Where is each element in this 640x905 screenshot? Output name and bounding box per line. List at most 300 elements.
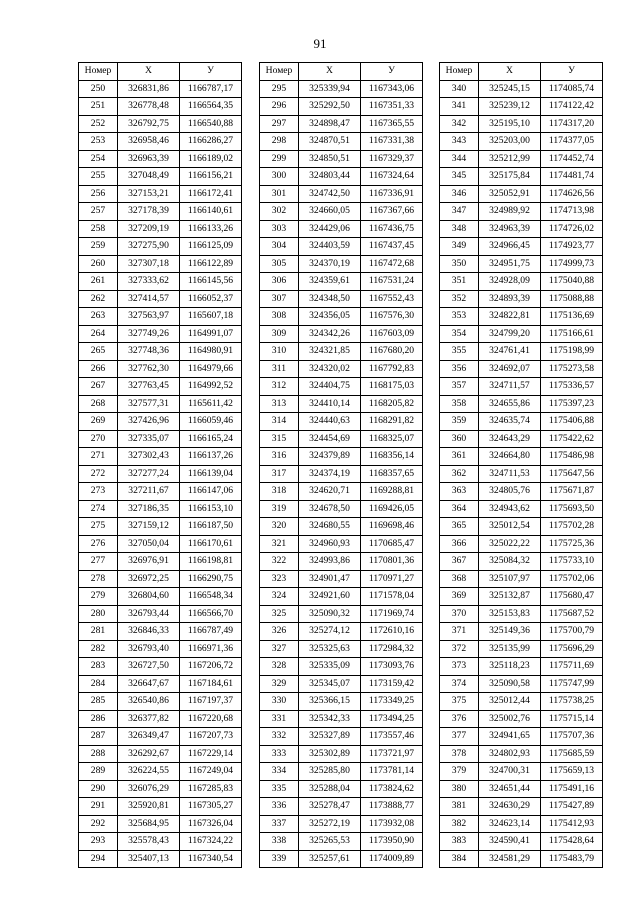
table-row <box>440 115 603 133</box>
cell-y: 1166153,10 <box>180 500 242 518</box>
cell-x: 327414,57 <box>118 290 180 308</box>
table-row <box>440 570 603 588</box>
cell-number: 333 <box>260 745 299 763</box>
table-row <box>79 255 242 273</box>
cell-number: 259 <box>79 238 118 256</box>
cell-number: 316 <box>260 448 299 466</box>
cell-x: 324989,92 <box>479 203 541 221</box>
table-row <box>440 150 603 168</box>
table-row <box>79 115 242 133</box>
cell-y: 1167326,04 <box>180 815 242 833</box>
cell-number: 326 <box>260 623 299 641</box>
cell-number: 341 <box>440 98 479 116</box>
table-row <box>79 98 242 116</box>
table-row <box>79 500 242 518</box>
cell-number: 269 <box>79 413 118 431</box>
cell-number: 335 <box>260 780 299 798</box>
table-row <box>440 80 603 98</box>
table-row <box>440 763 603 781</box>
cell-x: 327211,67 <box>118 483 180 501</box>
cell-number: 266 <box>79 360 118 378</box>
cell-number: 376 <box>440 710 479 728</box>
cell-y: 1175397,23 <box>541 395 603 413</box>
cell-number: 251 <box>79 98 118 116</box>
cell-number: 359 <box>440 413 479 431</box>
table-row <box>79 360 242 378</box>
cell-number: 371 <box>440 623 479 641</box>
cell-number: 364 <box>440 500 479 518</box>
cell-number: 301 <box>260 185 299 203</box>
cell-x: 324901,47 <box>299 570 361 588</box>
table-row <box>260 500 423 518</box>
cell-y: 1173950,90 <box>361 833 423 851</box>
table-row <box>79 185 242 203</box>
table-row <box>260 378 423 396</box>
cell-y: 1167343,06 <box>361 80 423 98</box>
cell-x: 327333,62 <box>118 273 180 291</box>
cell-y: 1171969,74 <box>361 605 423 623</box>
cell-number: 382 <box>440 815 479 833</box>
cell-y: 1175685,59 <box>541 745 603 763</box>
cell-x: 325285,80 <box>299 763 361 781</box>
cell-y: 1175336,57 <box>541 378 603 396</box>
cell-x: 325302,89 <box>299 745 361 763</box>
cell-y: 1168205,82 <box>361 395 423 413</box>
cell-number: 265 <box>79 343 118 361</box>
cell-y: 1175491,16 <box>541 780 603 798</box>
cell-number: 312 <box>260 378 299 396</box>
cell-x: 324664,80 <box>479 448 541 466</box>
cell-x: 324660,05 <box>299 203 361 221</box>
cell-x: 324893,39 <box>479 290 541 308</box>
cell-x: 326778,48 <box>118 98 180 116</box>
cell-number: 286 <box>79 710 118 728</box>
cell-x: 324590,41 <box>479 833 541 851</box>
cell-number: 363 <box>440 483 479 501</box>
table-row <box>79 675 242 693</box>
table-row <box>440 605 603 623</box>
cell-number: 321 <box>260 535 299 553</box>
table-row <box>79 623 242 641</box>
table-row <box>79 203 242 221</box>
cell-number: 256 <box>79 185 118 203</box>
cell-number: 337 <box>260 815 299 833</box>
cell-number: 268 <box>79 395 118 413</box>
cell-x: 325327,89 <box>299 728 361 746</box>
cell-y: 1174481,74 <box>541 168 603 186</box>
table-row <box>440 553 603 571</box>
cell-number: 272 <box>79 465 118 483</box>
cell-x: 325274,12 <box>299 623 361 641</box>
cell-number: 263 <box>79 308 118 326</box>
cell-x: 324655,86 <box>479 395 541 413</box>
cell-number: 287 <box>79 728 118 746</box>
cell-number: 351 <box>440 273 479 291</box>
cell-y: 1166566,70 <box>180 605 242 623</box>
cell-y: 1167197,37 <box>180 693 242 711</box>
cell-y: 1169698,46 <box>361 518 423 536</box>
cell-x: 325335,09 <box>299 658 361 676</box>
cell-x: 325002,76 <box>479 710 541 728</box>
cell-y: 1174726,02 <box>541 220 603 238</box>
table-row <box>440 780 603 798</box>
cell-number: 332 <box>260 728 299 746</box>
cell-y: 1173781,14 <box>361 763 423 781</box>
cell-y: 1172984,32 <box>361 640 423 658</box>
cell-x: 325345,07 <box>299 675 361 693</box>
cell-number: 258 <box>79 220 118 238</box>
table-row <box>440 833 603 851</box>
cell-x: 324700,31 <box>479 763 541 781</box>
table-row <box>440 815 603 833</box>
cell-x: 326793,44 <box>118 605 180 623</box>
cell-x: 324711,57 <box>479 378 541 396</box>
cell-x: 325288,04 <box>299 780 361 798</box>
cell-y: 1167184,61 <box>180 675 242 693</box>
cell-x: 324803,44 <box>299 168 361 186</box>
table-row <box>260 763 423 781</box>
cell-x: 326804,60 <box>118 588 180 606</box>
cell-y: 1175700,79 <box>541 623 603 641</box>
cell-number: 260 <box>79 255 118 273</box>
cell-x: 325366,15 <box>299 693 361 711</box>
header-number: Номер <box>79 63 118 81</box>
cell-y: 1165607,18 <box>180 308 242 326</box>
table-header-row <box>260 63 423 81</box>
cell-x: 324921,60 <box>299 588 361 606</box>
cell-x: 324581,29 <box>479 850 541 868</box>
table-row <box>79 833 242 851</box>
cell-y: 1164979,66 <box>180 360 242 378</box>
cell-number: 353 <box>440 308 479 326</box>
cell-y: 1166540,88 <box>180 115 242 133</box>
cell-x: 325090,32 <box>299 605 361 623</box>
cell-x: 324928,09 <box>479 273 541 291</box>
table-row <box>260 465 423 483</box>
cell-x: 324410,14 <box>299 395 361 413</box>
cell-y: 1167324,64 <box>361 168 423 186</box>
cell-y: 1174085,74 <box>541 80 603 98</box>
cell-x: 324680,55 <box>299 518 361 536</box>
cell-number: 303 <box>260 220 299 238</box>
cell-x: 324742,50 <box>299 185 361 203</box>
cell-y: 1174923,77 <box>541 238 603 256</box>
table-row <box>440 500 603 518</box>
cell-y: 1173824,62 <box>361 780 423 798</box>
cell-y: 1167680,20 <box>361 343 423 361</box>
table-row <box>79 588 242 606</box>
cell-x: 325292,50 <box>299 98 361 116</box>
table-row <box>440 168 603 186</box>
cell-x: 324805,76 <box>479 483 541 501</box>
table-row <box>79 483 242 501</box>
table-row <box>260 80 423 98</box>
cell-y: 1175659,13 <box>541 763 603 781</box>
cell-number: 331 <box>260 710 299 728</box>
table-row <box>440 133 603 151</box>
cell-x: 325278,47 <box>299 798 361 816</box>
cell-y: 1175671,87 <box>541 483 603 501</box>
cell-x: 327277,24 <box>118 465 180 483</box>
header-x: X <box>479 63 541 81</box>
cell-y: 1167340,54 <box>180 850 242 868</box>
table-row <box>440 745 603 763</box>
table-row <box>79 693 242 711</box>
table-row <box>79 553 242 571</box>
cell-y: 1174713,98 <box>541 203 603 221</box>
cell-y: 1166125,09 <box>180 238 242 256</box>
cell-x: 324320,02 <box>299 360 361 378</box>
table-row <box>260 413 423 431</box>
table-row <box>260 273 423 291</box>
cell-number: 334 <box>260 763 299 781</box>
cell-x: 327153,21 <box>118 185 180 203</box>
cell-y: 1167206,72 <box>180 658 242 676</box>
table-row <box>260 360 423 378</box>
cell-x: 327749,26 <box>118 325 180 343</box>
table-header-row <box>79 63 242 81</box>
cell-y: 1166971,36 <box>180 640 242 658</box>
cell-number: 255 <box>79 168 118 186</box>
table-row <box>260 168 423 186</box>
cell-number: 294 <box>79 850 118 868</box>
cell-number: 343 <box>440 133 479 151</box>
cell-y: 1169288,81 <box>361 483 423 501</box>
cell-x: 324799,20 <box>479 325 541 343</box>
header-number: Номер <box>260 63 299 81</box>
table-row <box>440 850 603 868</box>
cell-y: 1166787,17 <box>180 80 242 98</box>
cell-number: 358 <box>440 395 479 413</box>
cell-y: 1173557,46 <box>361 728 423 746</box>
cell-y: 1166290,75 <box>180 570 242 588</box>
table-row <box>440 693 603 711</box>
cell-number: 311 <box>260 360 299 378</box>
cell-x: 327275,90 <box>118 238 180 256</box>
table-row <box>260 553 423 571</box>
table-row <box>260 448 423 466</box>
table-row <box>79 343 242 361</box>
cell-x: 326958,46 <box>118 133 180 151</box>
table-row <box>260 675 423 693</box>
cell-x: 325153,83 <box>479 605 541 623</box>
table-row <box>79 710 242 728</box>
cell-y: 1168325,07 <box>361 430 423 448</box>
cell-x: 324966,45 <box>479 238 541 256</box>
table-header-row <box>440 63 603 81</box>
cell-number: 377 <box>440 728 479 746</box>
table-row <box>260 220 423 238</box>
cell-y: 1174122,42 <box>541 98 603 116</box>
cell-number: 252 <box>79 115 118 133</box>
cell-y: 1168175,03 <box>361 378 423 396</box>
cell-number: 295 <box>260 80 299 98</box>
cell-number: 346 <box>440 185 479 203</box>
cell-number: 372 <box>440 640 479 658</box>
cell-y: 1173494,25 <box>361 710 423 728</box>
cell-number: 267 <box>79 378 118 396</box>
cell-number: 282 <box>79 640 118 658</box>
cell-number: 375 <box>440 693 479 711</box>
table-row <box>440 378 603 396</box>
cell-x: 325684,95 <box>118 815 180 833</box>
coordinates-table <box>259 62 423 868</box>
cell-number: 368 <box>440 570 479 588</box>
cell-number: 290 <box>79 780 118 798</box>
cell-y: 1164980,91 <box>180 343 242 361</box>
cell-y: 1166170,61 <box>180 535 242 553</box>
cell-number: 361 <box>440 448 479 466</box>
cell-y: 1174377,05 <box>541 133 603 151</box>
cell-number: 373 <box>440 658 479 676</box>
cell-x: 326224,55 <box>118 763 180 781</box>
cell-x: 325272,19 <box>299 815 361 833</box>
table-row <box>440 483 603 501</box>
table-row <box>79 133 242 151</box>
cell-number: 322 <box>260 553 299 571</box>
header-number: Номер <box>440 63 479 81</box>
cell-number: 344 <box>440 150 479 168</box>
cell-x: 324643,29 <box>479 430 541 448</box>
table-row <box>79 465 242 483</box>
cell-x: 324802,93 <box>479 745 541 763</box>
cell-y: 1175725,36 <box>541 535 603 553</box>
cell-x: 325135,99 <box>479 640 541 658</box>
table-row <box>79 378 242 396</box>
cell-number: 329 <box>260 675 299 693</box>
cell-x: 324374,19 <box>299 465 361 483</box>
cell-y: 1175687,52 <box>541 605 603 623</box>
table-row <box>260 710 423 728</box>
cell-number: 291 <box>79 798 118 816</box>
cell-number: 300 <box>260 168 299 186</box>
cell-number: 324 <box>260 588 299 606</box>
cell-number: 317 <box>260 465 299 483</box>
table-row <box>260 780 423 798</box>
table-row <box>260 693 423 711</box>
table-row <box>260 570 423 588</box>
cell-x: 325132,87 <box>479 588 541 606</box>
cell-y: 1164992,52 <box>180 378 242 396</box>
cell-number: 319 <box>260 500 299 518</box>
cell-y: 1175428,64 <box>541 833 603 851</box>
table-row <box>440 255 603 273</box>
cell-x: 325239,12 <box>479 98 541 116</box>
cell-number: 292 <box>79 815 118 833</box>
cell-x: 326076,29 <box>118 780 180 798</box>
cell-x: 324761,41 <box>479 343 541 361</box>
table-row <box>79 780 242 798</box>
header-x: X <box>299 63 361 81</box>
cell-y: 1166548,34 <box>180 588 242 606</box>
cell-x: 325920,81 <box>118 798 180 816</box>
table-row <box>260 798 423 816</box>
cell-x: 324870,51 <box>299 133 361 151</box>
table-row <box>260 150 423 168</box>
cell-number: 283 <box>79 658 118 676</box>
cell-number: 315 <box>260 430 299 448</box>
header-y: У <box>541 63 603 81</box>
cell-number: 356 <box>440 360 479 378</box>
cell-number: 349 <box>440 238 479 256</box>
cell-number: 250 <box>79 80 118 98</box>
cell-number: 281 <box>79 623 118 641</box>
cell-y: 1168291,82 <box>361 413 423 431</box>
cell-y: 1173932,08 <box>361 815 423 833</box>
table-row <box>260 640 423 658</box>
coordinates-table <box>439 62 603 868</box>
table-row <box>440 623 603 641</box>
table-row <box>440 98 603 116</box>
table-row <box>260 115 423 133</box>
cell-number: 340 <box>440 80 479 98</box>
cell-y: 1167329,37 <box>361 150 423 168</box>
cell-x: 326540,86 <box>118 693 180 711</box>
cell-x: 327209,19 <box>118 220 180 238</box>
cell-x: 324403,59 <box>299 238 361 256</box>
cell-y: 1166198,81 <box>180 553 242 571</box>
cell-x: 324404,75 <box>299 378 361 396</box>
table-row <box>79 850 242 868</box>
cell-number: 325 <box>260 605 299 623</box>
table-row <box>79 168 242 186</box>
cell-x: 325118,23 <box>479 658 541 676</box>
table-row <box>79 535 242 553</box>
cell-y: 1166156,21 <box>180 168 242 186</box>
cell-y: 1166059,46 <box>180 413 242 431</box>
table-row <box>79 238 242 256</box>
cell-x: 325175,84 <box>479 168 541 186</box>
cell-number: 297 <box>260 115 299 133</box>
cell-number: 289 <box>79 763 118 781</box>
cell-y: 1167552,43 <box>361 290 423 308</box>
cell-number: 254 <box>79 150 118 168</box>
cell-x: 326831,86 <box>118 80 180 98</box>
cell-y: 1170801,36 <box>361 553 423 571</box>
cell-y: 1174317,20 <box>541 115 603 133</box>
cell-y: 1175088,88 <box>541 290 603 308</box>
table-row <box>440 658 603 676</box>
cell-number: 380 <box>440 780 479 798</box>
cell-x: 324960,93 <box>299 535 361 553</box>
cell-y: 1175702,28 <box>541 518 603 536</box>
cell-number: 370 <box>440 605 479 623</box>
cell-number: 355 <box>440 343 479 361</box>
cell-x: 324623,14 <box>479 815 541 833</box>
table-row <box>440 518 603 536</box>
cell-number: 369 <box>440 588 479 606</box>
cell-y: 1175647,56 <box>541 465 603 483</box>
cell-x: 326976,91 <box>118 553 180 571</box>
cell-y: 1167351,33 <box>361 98 423 116</box>
table-row <box>79 448 242 466</box>
table-row <box>79 815 242 833</box>
cell-y: 1166147,06 <box>180 483 242 501</box>
cell-x: 325212,99 <box>479 150 541 168</box>
table-row <box>440 238 603 256</box>
table-row <box>79 290 242 308</box>
cell-y: 1166052,37 <box>180 290 242 308</box>
table-row <box>260 605 423 623</box>
cell-x: 324951,75 <box>479 255 541 273</box>
cell-number: 302 <box>260 203 299 221</box>
table-row <box>440 360 603 378</box>
cell-number: 383 <box>440 833 479 851</box>
cell-y: 1166286,27 <box>180 133 242 151</box>
cell-x: 325107,97 <box>479 570 541 588</box>
cell-y: 1167207,73 <box>180 728 242 746</box>
cell-x: 325203,00 <box>479 133 541 151</box>
